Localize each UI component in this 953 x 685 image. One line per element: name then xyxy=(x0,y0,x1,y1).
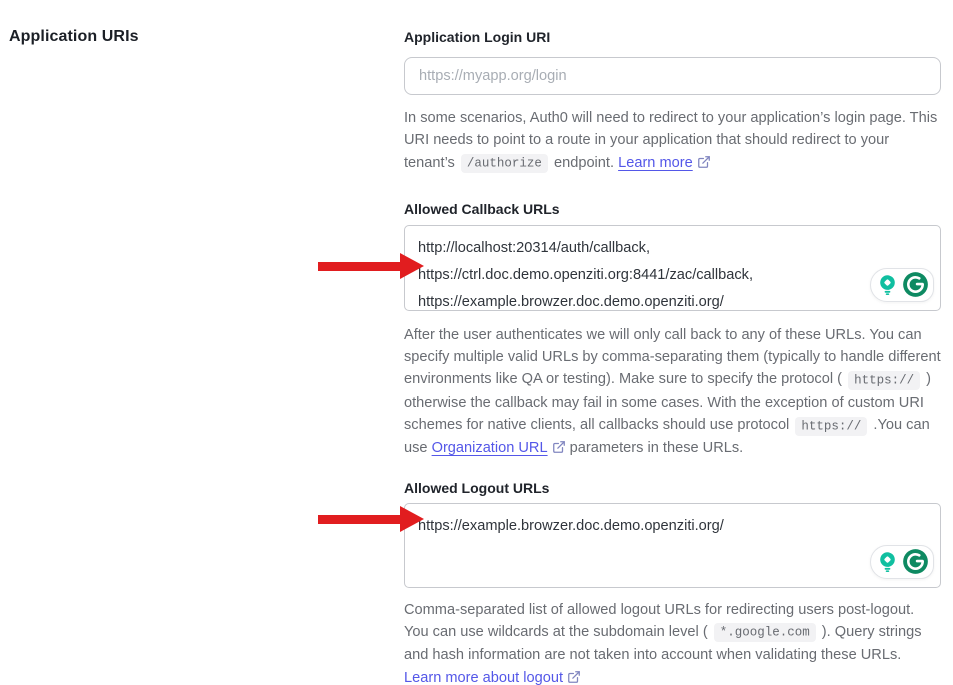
help-text-segment: In some scenarios, Auth0 will need to redirect to your application’s login page. This URI needs to point to a route in your application that should redirect to your tenant’s xyxy=(404,110,938,171)
help-text-segment: ) otherwise the callback may fail in some cases. With the exception of custom URI schemes for native clients, all callbacks should use protocol xyxy=(404,371,931,434)
grammarly-widget[interactable] xyxy=(870,545,934,579)
login-uri-field xyxy=(404,29,941,175)
link-label: Organization URL xyxy=(431,440,548,457)
form-column xyxy=(404,29,941,685)
help-text-segment: .You can use xyxy=(404,417,930,457)
https-protocol-chip: https:// xyxy=(795,417,867,436)
grammarly-widget[interactable] xyxy=(870,268,934,302)
login-uri-label: Application Login URI xyxy=(404,29,551,45)
external-link-icon xyxy=(697,155,711,169)
external-link-icon xyxy=(567,670,581,684)
help-text-segment: Comma-separated list of allowed logout URLs for redirecting users post-logout. You can use wildcards at the subdomain level ( xyxy=(404,601,915,640)
callback-urls-textarea[interactable] xyxy=(404,225,941,311)
lightbulb-icon xyxy=(876,273,899,296)
logout-urls-textarea-wrap xyxy=(404,503,941,588)
logout-urls-textarea[interactable] xyxy=(404,503,941,588)
arrow-shaft xyxy=(318,515,400,524)
logout-urls-field xyxy=(404,480,941,685)
learn-more-logout-link[interactable] xyxy=(404,670,581,685)
help-text-segment: endpoint. xyxy=(549,154,619,171)
grammarly-g-icon xyxy=(902,271,929,298)
link-label: Learn more about logout xyxy=(404,669,564,685)
callback-urls-field xyxy=(404,201,941,460)
learn-more-link[interactable] xyxy=(618,155,711,171)
grammarly-g-icon xyxy=(902,548,929,575)
logout-urls-label: Allowed Logout URLs xyxy=(404,479,550,496)
login-uri-help-text xyxy=(404,107,941,175)
callback-urls-help-text xyxy=(404,324,941,460)
help-text-segment: parameters in these URLs. xyxy=(565,440,744,457)
external-link-icon xyxy=(552,440,566,454)
help-text-segment: ). Query strings and hash information are not taken into account when validating these URLs. xyxy=(404,623,922,664)
https-protocol-chip: https:// xyxy=(848,371,920,390)
page-title: Application URIs xyxy=(9,28,139,45)
callback-urls-textarea-wrap xyxy=(404,225,941,311)
callback-urls-label: Allowed Callback URLs xyxy=(404,200,560,217)
logout-urls-help-text xyxy=(404,599,941,685)
lightbulb-icon xyxy=(876,550,899,573)
organization-url-link[interactable] xyxy=(432,440,566,456)
arrow-shaft xyxy=(318,262,400,271)
wildcard-domain-chip: *.google.com xyxy=(714,623,816,642)
link-label: Learn more xyxy=(618,154,693,171)
login-uri-input[interactable] xyxy=(404,57,941,95)
authorize-endpoint-chip: /authorize xyxy=(461,154,548,173)
help-text-segment: After the user authenticates we will only call back to any of these URLs. You can specify multiple valid URLs by comma-separating them (typically to handle different environments like QA or testing). Make sure to specify the protocol ( xyxy=(404,326,941,388)
